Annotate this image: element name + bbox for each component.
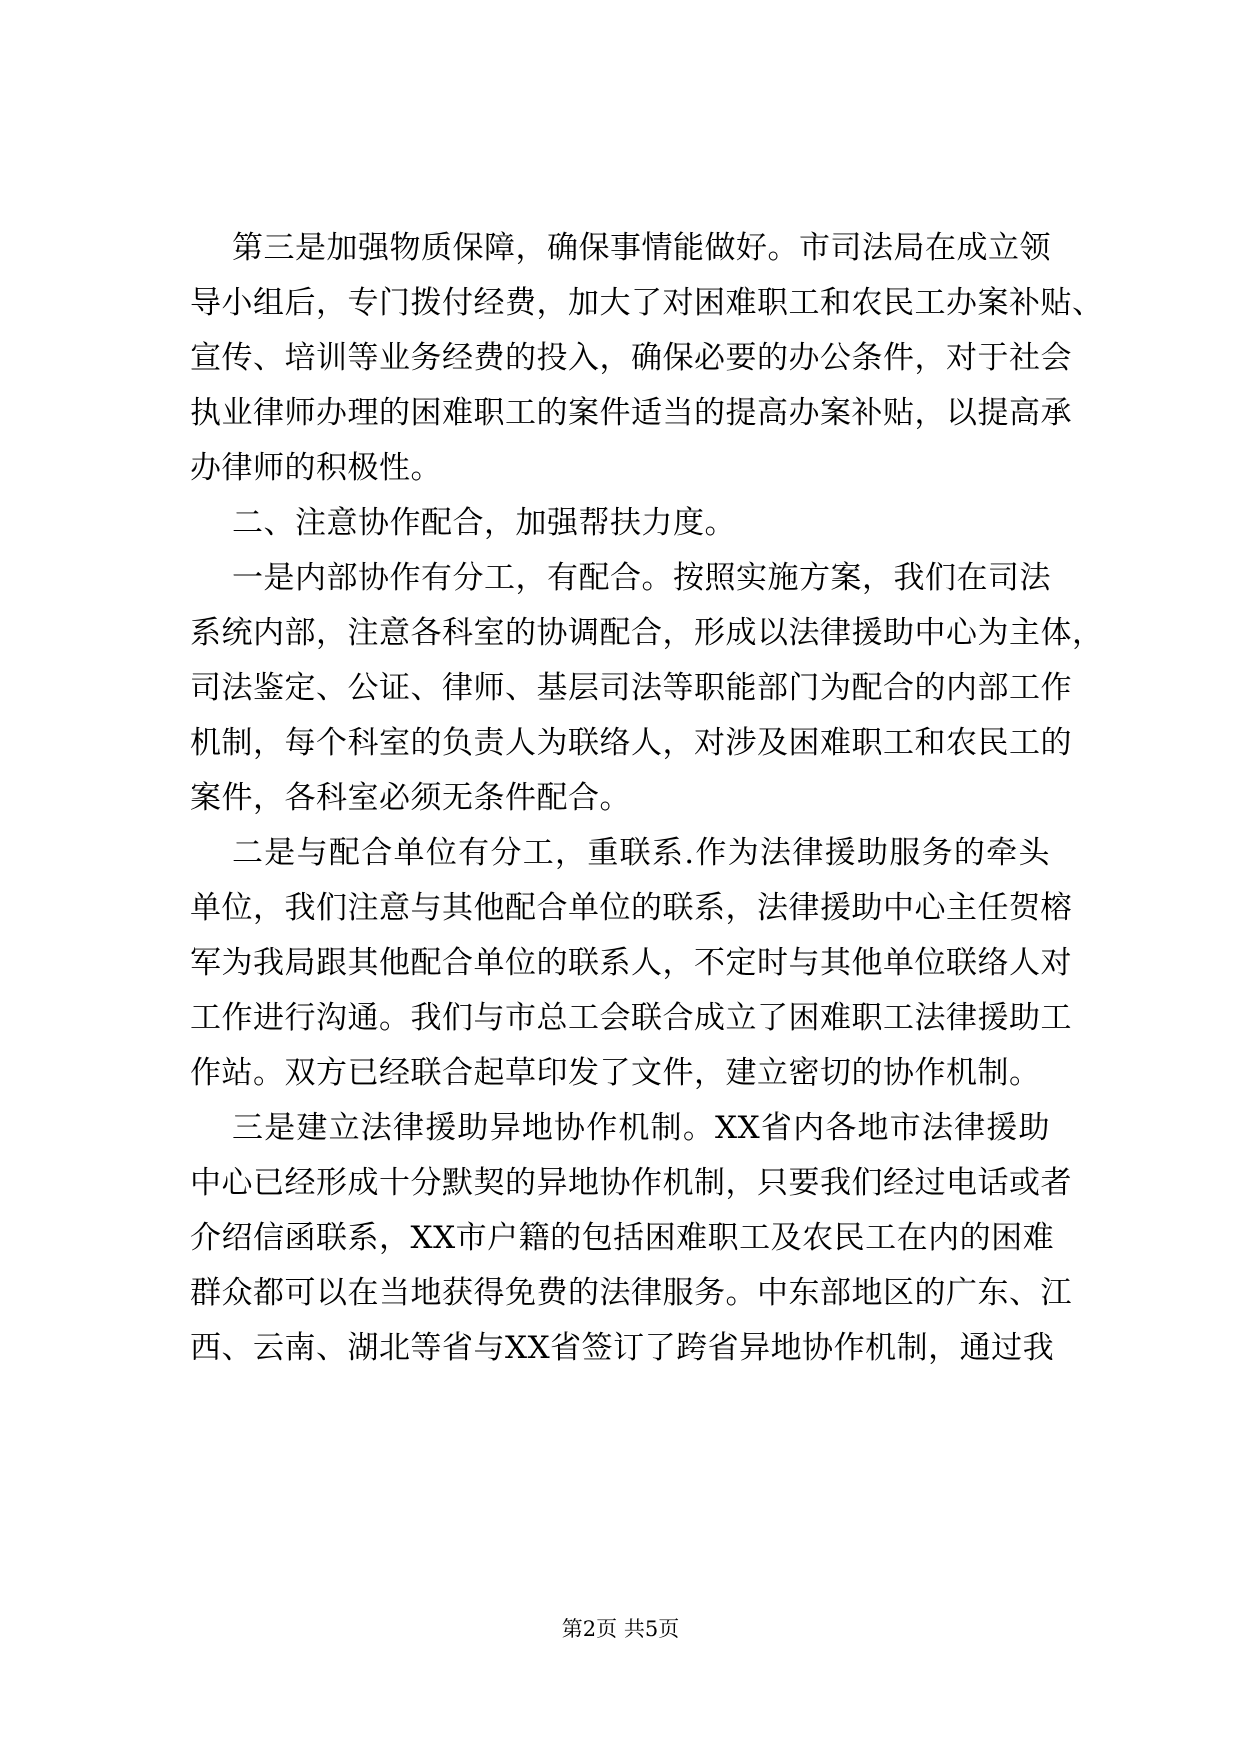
paragraph-line: 军为我局跟其他配合单位的联系人，不定时与其他单位联络人对 [190,945,1072,981]
paragraph-line: 单位，我们注意与其他配合单位的联系，法律援助中心主任贺榕 [190,890,1072,926]
paragraph-line: 工作进行沟通。我们与市总工会联合成立了困难职工法律援助工 [190,1000,1072,1036]
paragraph-line: 群众都可以在当地获得免费的法律服务。中东部地区的广东、江 [190,1275,1072,1311]
paragraph-line: 执业律师办理的困难职工的案件适当的提高办案补贴，以提高承 [190,395,1072,431]
paragraph-line: 二是与配合单位有分工，重联系.作为法律援助服务的牵头 [232,835,1050,871]
paragraph-line: 司法鉴定、公证、律师、基层司法等职能部门为配合的内部工作 [190,670,1072,706]
paragraph-line: 导小组后，专门拨付经费，加大了对困难职工和农民工办案补贴、 [190,285,1104,321]
paragraph-line: 西、云南、湖北等省与XX省签订了跨省异地协作机制，通过我 [190,1330,1055,1366]
paragraph-line: 三是建立法律援助异地协作机制。XX省内各地市法律援助 [232,1110,1050,1146]
paragraph-line: 作站。双方已经联合起草印发了文件，建立密切的协作机制。 [190,1055,1041,1091]
paragraph-line: 第三是加强物质保障，确保事情能做好。市司法局在成立领 [232,230,1051,266]
paragraph-line: 宣传、培训等业务经费的投入，确保必要的办公条件，对于社会 [190,340,1072,376]
section-heading: 二、注意协作配合，加强帮扶力度。 [232,505,736,541]
paragraph-line: 一是内部协作有分工，有配合。按照实施方案，我们在司法 [232,560,1051,596]
paragraph-line: 介绍信函联系，XX市户籍的包括困难职工及农民工在内的困难 [190,1220,1055,1256]
page-number-footer: 第2页 共5页 [561,1617,680,1641]
paragraph-line: 机制，每个科室的负责人为联络人，对涉及困难职工和农民工的 [190,725,1072,761]
paragraph-line: 办律师的积极性。 [190,450,442,486]
paragraph-line: 案件，各科室必须无条件配合。 [190,780,631,816]
paragraph-line: 中心已经形成十分默契的异地协作机制，只要我们经过电话或者 [190,1165,1072,1201]
paragraph-line: 系统内部，注意各科室的协调配合，形成以法律援助中心为主体， [190,615,1104,651]
